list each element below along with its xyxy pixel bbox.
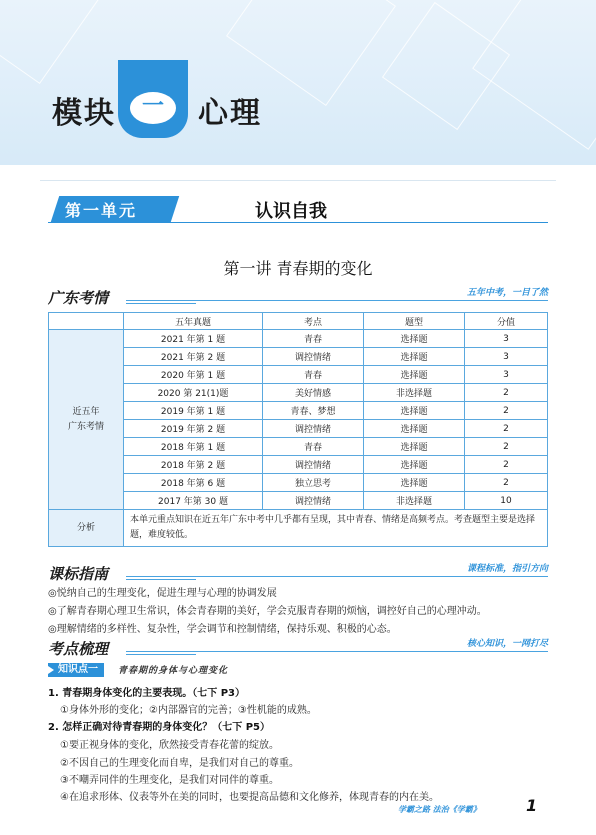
table-row <box>49 366 548 384</box>
table-cell: 2020 年第 1 题 <box>124 366 263 384</box>
column-header: 题型 <box>364 313 465 330</box>
module-number: 一 <box>130 92 176 124</box>
table-cell: 美好情感 <box>263 384 364 402</box>
knowledge-point-title: 青春期的身体与心理变化 <box>118 666 229 676</box>
side-label: 近五年 <box>72 406 100 417</box>
table-cell: 2 <box>465 456 548 474</box>
answer-item: ①身体外形的变化；②内部器官的完善；③性机能的成熟。 <box>60 705 317 716</box>
table-cell: 3 <box>465 348 548 366</box>
exam-section-tagline: 五年中考，一目了然 <box>463 285 548 298</box>
table-cell: 2018 年第 1 题 <box>124 438 263 456</box>
table-cell: 2 <box>465 384 548 402</box>
answer-item: ④在追求形体、仪表等外在美的同时，也要提高品德和文化修养，体现青春的内在美。 <box>60 792 439 803</box>
answer-item: ②不因自己的生理变化而自卑，是我们对自己的尊重。 <box>60 758 299 769</box>
table-cell: 2019 年第 1 题 <box>124 402 263 420</box>
analysis-label: 分析 <box>49 510 124 547</box>
divider <box>40 180 556 181</box>
table-cell: 2018 年第 2 题 <box>124 456 263 474</box>
table-cell: 选择题 <box>364 366 465 384</box>
footer-series: 学霸之路 法治《学霸》 <box>398 805 481 814</box>
table-cell: 2021 年第 1 题 <box>124 330 263 348</box>
table-cell: 调控情绪 <box>263 456 364 474</box>
table-cell: 调控情绪 <box>263 492 364 510</box>
table-cell: 非选择题 <box>364 492 465 510</box>
unit-tag-label: 第一单元 <box>65 201 138 220</box>
heading-rule <box>126 303 196 304</box>
table-header-row <box>49 313 548 330</box>
heading-rule <box>126 576 548 577</box>
heading-rule <box>126 300 548 301</box>
table-cell: 选择题 <box>364 348 465 366</box>
column-header: 分值 <box>465 313 548 330</box>
exam-section-heading <box>48 287 548 309</box>
table-cell: 青春 <box>263 438 364 456</box>
table-cell: 选择题 <box>364 330 465 348</box>
question-2: 2. 怎样正确对待青春期的身体变化？（七下 P5） <box>48 722 271 733</box>
lecture-title: 第一讲 青春期的变化 <box>223 259 373 278</box>
table-cell: 2 <box>465 420 548 438</box>
heading-rule <box>126 651 548 652</box>
guide-section-tagline: 课程标准，指引方向 <box>463 561 548 574</box>
guide-section-heading <box>48 563 548 585</box>
column-header: 五年真题 <box>124 313 263 330</box>
knowledge-point-tag: 知识点一 <box>48 663 104 677</box>
analysis-text: 本单元重点知识在近五年广东中考中几乎都有呈现，其中青春、情绪是高频考点。考查题型主要是选择题，难度较低。 <box>124 510 548 547</box>
review-section-heading <box>48 638 548 660</box>
exam-section-title: 广东考情 <box>48 289 109 307</box>
table-row <box>49 438 548 456</box>
table-cell: 青春 <box>263 330 364 348</box>
page-number: 1 <box>526 796 538 815</box>
table-cell: 10 <box>465 492 548 510</box>
question-1: 1. 青春期身体变化的主要表现。（七下 P3） <box>48 688 246 699</box>
module-banner <box>0 0 596 165</box>
table-cell: 2 <box>465 474 548 492</box>
unit-title: 认识自我 <box>255 201 327 222</box>
table-row <box>49 474 548 492</box>
table-cell: 2019 年第 2 题 <box>124 420 263 438</box>
review-section-title: 考点梳理 <box>48 640 109 658</box>
table-cell: 2 <box>465 438 548 456</box>
table-row <box>49 492 548 510</box>
table-cell: 选择题 <box>364 420 465 438</box>
table-cell: 青春 <box>263 366 364 384</box>
guide-item: ◎悦纳自己的生理变化，促进生理与心理的协调发展 <box>48 588 277 599</box>
table-cell: 2 <box>465 402 548 420</box>
table-cell: 2021 年第 2 题 <box>124 348 263 366</box>
table-cell: 2018 年第 6 题 <box>124 474 263 492</box>
side-label-cell <box>49 330 124 510</box>
table-row <box>49 420 548 438</box>
table-row <box>49 330 548 348</box>
guide-item: ◎了解青春期心理卫生常识，体会青春期的美好，学会克服青春期的烦恼，调控好自己的心理冲动。 <box>48 606 487 617</box>
answer-item: ③不嘲弄同伴的生理变化，是我们对同伴的尊重。 <box>60 775 279 786</box>
heading-rule <box>126 579 196 580</box>
triangle-marker-icon <box>48 666 54 674</box>
table-row <box>49 456 548 474</box>
table-cell: 3 <box>465 366 548 384</box>
module-prefix: 模块 <box>52 96 116 131</box>
table-row <box>49 402 548 420</box>
table-cell: 选择题 <box>364 438 465 456</box>
review-section-tagline: 核心知识，一网打尽 <box>463 636 548 649</box>
table-row <box>49 348 548 366</box>
table-cell: 青春、梦想 <box>263 402 364 420</box>
analysis-row <box>49 510 548 547</box>
guide-item: ◎理解情绪的多样性、复杂性，学会调节和控制情绪，保持乐观、积极的心态。 <box>48 624 397 635</box>
module-title: 心理 <box>198 96 262 131</box>
exam-table <box>48 312 548 547</box>
table-row <box>49 384 548 402</box>
side-label: 广东考情 <box>67 421 104 432</box>
banner-decoration <box>0 0 104 84</box>
table-corner <box>49 313 124 330</box>
table-cell: 2017 年第 30 题 <box>124 492 263 510</box>
table-cell: 3 <box>465 330 548 348</box>
table-cell: 选择题 <box>364 456 465 474</box>
table-cell: 调控情绪 <box>263 420 364 438</box>
table-cell: 独立思考 <box>263 474 364 492</box>
column-header: 考点 <box>263 313 364 330</box>
heading-rule <box>126 654 196 655</box>
table-cell: 非选择题 <box>364 384 465 402</box>
table-cell: 选择题 <box>364 402 465 420</box>
table-cell: 选择题 <box>364 474 465 492</box>
table-cell: 调控情绪 <box>263 348 364 366</box>
guide-section-title: 课标指南 <box>48 565 109 583</box>
table-cell: 2020 第 21(1)题 <box>124 384 263 402</box>
answer-item: ①要正视身体的变化，欣然接受青春花蕾的绽放。 <box>60 740 279 751</box>
banner-decoration <box>472 0 596 150</box>
